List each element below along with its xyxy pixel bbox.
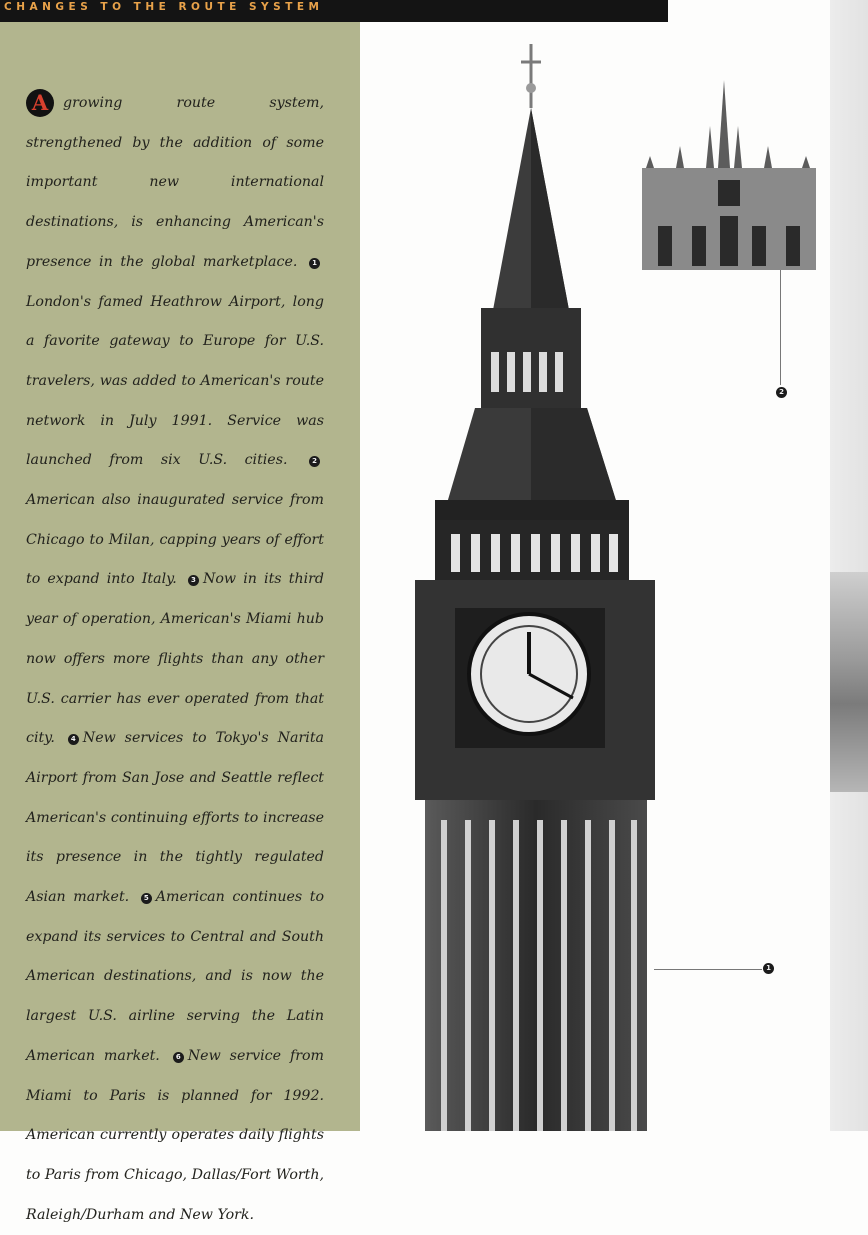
marker-1: 1 bbox=[309, 258, 320, 269]
marker-5: 5 bbox=[141, 893, 152, 904]
page-fold bbox=[830, 0, 868, 1131]
article-intro: growing route system, strengthened by the addition of some important new international destinations, is enhancing American's presence in the global marketplace. bbox=[26, 95, 324, 270]
dropcap: A bbox=[26, 89, 54, 117]
paragraph-latin-america: American continues to expand its services to Central and South American destinations, and is now the largest U.S. airline serving the Latin American market. bbox=[26, 889, 324, 1064]
milan-cathedral-photo bbox=[640, 76, 818, 272]
paragraph-milan: American also inaugurated service from Chicago to Milan, capping years of effort to expand into Italy. bbox=[26, 492, 324, 588]
section-title: CHANGES TO THE ROUTE SYSTEM bbox=[4, 1, 324, 13]
header-bar bbox=[0, 0, 668, 22]
text-panel bbox=[0, 22, 360, 1223]
paragraph-miami: Now in its third year of operation, American's Miami hub now offers more flights than any other U.S. carrier has ever operated from that city. bbox=[26, 571, 324, 747]
paragraph-tokyo: New services to Tokyo's Narita Airport from San Jose and Seattle reflect American's continuing efforts to increase its presence in the tightly regulated Asian market. bbox=[26, 730, 324, 906]
marker-3: 3 bbox=[188, 575, 199, 586]
marker-6: 6 bbox=[173, 1052, 184, 1063]
photo-marker-cathedral: 2 bbox=[776, 387, 787, 398]
paragraph-london: London's famed Heathrow Airport, long a favorite gateway to Europe for U.S. travelers, was added to American's route network in July 1991. Service was launched from six U.S. cities. bbox=[26, 293, 324, 469]
callout-line-tower bbox=[654, 969, 762, 970]
marker-4: 4 bbox=[68, 734, 79, 745]
photo-marker-tower: 1 bbox=[763, 963, 774, 974]
callout-line-cathedral bbox=[780, 270, 781, 385]
article-body bbox=[26, 84, 324, 1235]
marker-2: 2 bbox=[309, 456, 320, 467]
clock-tower-photo bbox=[405, 40, 665, 1131]
adjacent-page-photo bbox=[830, 572, 868, 792]
paragraph-paris: New service from Miami to Paris is planned for 1992. American currently operates daily flights to Paris from Chicago, Dallas/Fort Worth, Raleigh/Durham and New York. bbox=[26, 1047, 324, 1223]
